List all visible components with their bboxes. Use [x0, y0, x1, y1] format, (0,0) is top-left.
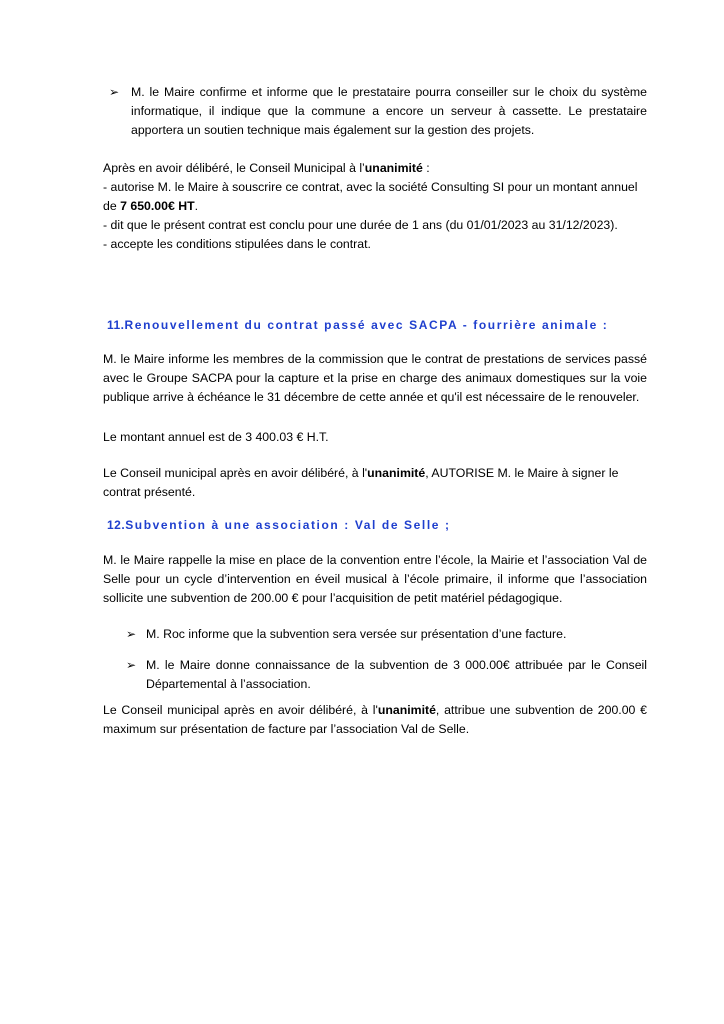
- decision-item: - accepte les conditions stipulées dans le contrat.: [103, 237, 371, 251]
- section-heading: 12.Subvention à une association : Val de Selle ;: [107, 518, 451, 532]
- arrow-bullet-icon: ➢: [126, 658, 137, 672]
- section-heading: 11.Renouvellement du contrat passé avec SACPA - fourrière animale :: [107, 318, 609, 332]
- bullet-item: [126, 656, 647, 694]
- decision-line: Après en avoir délibéré, le Conseil Municipal à l’unanimité :: [103, 161, 430, 175]
- amount-text: Le montant annuel est de 3 400.03 € H.T.: [103, 430, 329, 444]
- decision-block: [103, 159, 647, 254]
- section-paragraph: M. le Maire rappelle la mise en place de la convention entre l’école, la Mairie et l’association Val de Selle pour un cycle d’intervention en éveil musical à l’école primaire, il informe que l’association sollicite une subvention de 200.00 € pour l’acquisition de petit matériel pédagogique.: [103, 553, 647, 605]
- arrow-bullet-icon: ➢: [126, 627, 137, 641]
- decision-item: - autorise M. le Maire à souscrire ce contrat, avec la société Consulting SI pour un montant annuel: [103, 180, 638, 194]
- bullet-text: M. le Maire donne connaissance de la subvention de 3 000.00€ attribuée par le Conseil Départemental à l’association.: [146, 658, 647, 691]
- section-paragraph: M. le Maire informe les membres de la commission que le contrat de prestations de services passé avec le Groupe SACPA pour la capture et la prise en charge des animaux domestiques sur la voie publique arrive à échéance le 31 décembre de cette année et qu'il est nécessaire de le renouveler.: [103, 352, 647, 404]
- bullet-item: [126, 625, 647, 644]
- decision-block: Le Conseil municipal après en avoir délibéré, à l'unanimité, attribue une subvention de 200.00 € maximum sur présentation de facture par l’association Val de Selle.: [103, 703, 647, 736]
- decision-block: Le Conseil municipal après en avoir délibéré, à l'unanimité, AUTORISE M. le Maire à signer le contrat présenté.: [103, 466, 619, 499]
- bullet-item: [109, 83, 647, 140]
- bullet-text: M. Roc informe que la subvention sera versée sur présentation d’une facture.: [146, 627, 567, 641]
- decision-item-amount: de 7 650.00€ HT.: [103, 199, 199, 213]
- arrow-bullet-icon: ➢: [109, 85, 120, 99]
- decision-item: - dit que le présent contrat est conclu pour une durée de 1 ans (du 01/01/2023 au 31/12/2023).: [103, 218, 618, 232]
- bullet-text: M. le Maire confirme et informe que le prestataire pourra conseiller sur le choix du système informatique, il indique que la commune a encore un serveur à cassette. Le prestataire apportera un soutien technique mais également sur la gestion des projets.: [131, 85, 647, 137]
